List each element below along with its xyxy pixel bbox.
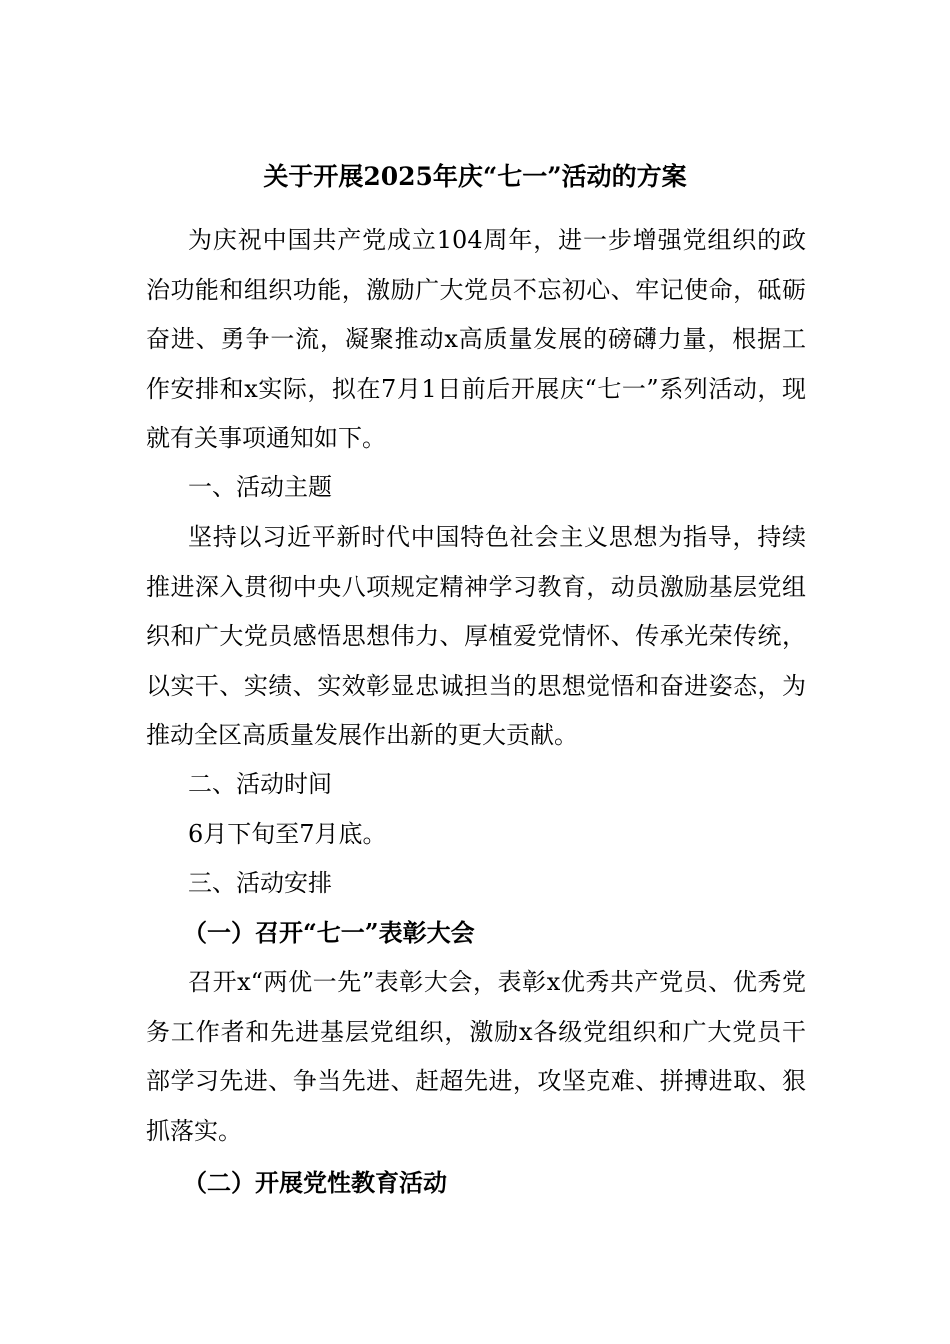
theme-paragraph: 坚持以习近平新时代中国特色社会主义思想为指导，持续推进深入贯彻中央八项规定精神学习教育，动员激励基层党组织和广大党员感悟思想伟力、厚植爱党情怀、传承光荣传统，以实干、实绩、实效彰显忠诚担当的思想觉悟和奋进姿态，为推动全区高质量发展作出新的更大贡献。 bbox=[146, 523, 806, 750]
time-paragraph: 6月下旬至7月底。 bbox=[188, 820, 387, 848]
subsection-heading-education: （二）开展党性教育活动 bbox=[183, 1168, 447, 1197]
intro-paragraph: 为庆祝中国共产党成立104周年，进一步增强党组织的政治功能和组织功能，激励广大党员不忘初心、牢记使命，砥砺奋进、勇争一流，凝聚推动x高质量发展的磅礴力量，根据工作安排和x实际，拟在7月1日前后开展庆“七一”系列活动，现就有关事项通知如下。 bbox=[146, 226, 806, 453]
subsection-heading-commendation: （一）召开“七一”表彰大会 bbox=[183, 918, 475, 947]
section-heading-theme: 一、活动主题 bbox=[188, 473, 332, 501]
section-heading-arrangement: 三、活动安排 bbox=[188, 869, 332, 897]
section-heading-time: 二、活动时间 bbox=[188, 770, 332, 798]
document-title: 关于开展2025年庆“七一”活动的方案 bbox=[263, 162, 687, 191]
commendation-paragraph: 召开x“两优一先”表彰大会，表彰x优秀共产党员、优秀党务工作者和先进基层党组织，激励x各级党组织和广大党员干部学习先进、争当先进、赶超先进，攻坚克难、拼搏进取、狠抓落实。 bbox=[146, 968, 806, 1145]
